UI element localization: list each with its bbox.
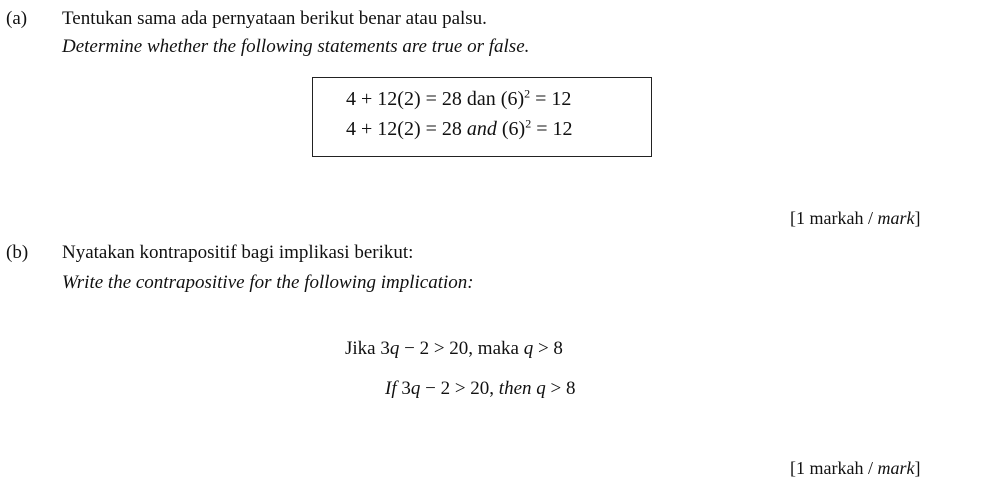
implication-english-antecedent-var: q (410, 378, 421, 399)
statement-malay-base: (6) (500, 88, 525, 110)
implication-malay-antecedent-coef: 3 (380, 338, 390, 359)
part-b-marks-suffix: ] (914, 458, 921, 478)
part-b-marks-prefix: [1 markah / (790, 458, 878, 478)
implication-english-antecedent-coef: 3 (401, 378, 411, 399)
implication-english-consequent-var: q (536, 378, 546, 399)
statement-malay-right: = 12 (535, 88, 572, 110)
part-b-marks (790, 458, 920, 479)
part-a-question-malay: Tentukan sama ada pernyataan berikut benar atau palsu. (62, 8, 487, 29)
part-b-question-english: Write the contrapositive for the following implication: (62, 272, 474, 293)
part-a-marks-word: mark (877, 208, 915, 228)
implication-malay (345, 338, 563, 360)
statement-english-base: (6) (501, 118, 526, 140)
part-b-marks-word: mark (877, 458, 915, 478)
implication-english-then: then (498, 378, 532, 399)
statement-malay-exponent: 2 (524, 86, 531, 101)
statement-english-right: = 12 (536, 118, 573, 140)
statement-english-left: 4 + 12(2) = 28 (346, 118, 462, 140)
statement-english (346, 118, 573, 141)
implication-english (385, 378, 575, 400)
part-b-question-malay: Nyatakan kontrapositif bagi implikasi berikut: (62, 242, 414, 263)
implication-malay-antecedent-var: q (389, 338, 400, 359)
part-b-label: (b) (6, 242, 29, 263)
implication-english-consequent-rest: > 8 (545, 378, 576, 399)
statement-box (312, 77, 652, 157)
implication-malay-consequent-rest: > 8 (533, 338, 563, 359)
statement-malay-left: 4 + 12(2) = 28 (346, 88, 462, 110)
implication-english-if: If (385, 378, 397, 399)
part-a-marks-prefix: [1 markah / (790, 208, 878, 228)
implication-malay-if: Jika (345, 338, 376, 359)
implication-malay-then: maka (477, 338, 519, 359)
part-a-marks-suffix: ] (914, 208, 921, 228)
implication-malay-antecedent-rest: − 2 > 20, (399, 338, 474, 359)
statement-english-exponent: 2 (525, 116, 532, 131)
statement-malay-conj: dan (466, 88, 496, 110)
part-a-question-english: Determine whether the following statements are true or false. (62, 36, 530, 57)
implication-malay-consequent-var: q (523, 338, 534, 359)
statement-malay (346, 88, 571, 111)
part-a-marks (790, 208, 920, 229)
implication-english-antecedent-rest: − 2 > 20, (420, 378, 495, 399)
part-a-label: (a) (6, 8, 28, 29)
statement-english-conj: and (466, 118, 497, 140)
